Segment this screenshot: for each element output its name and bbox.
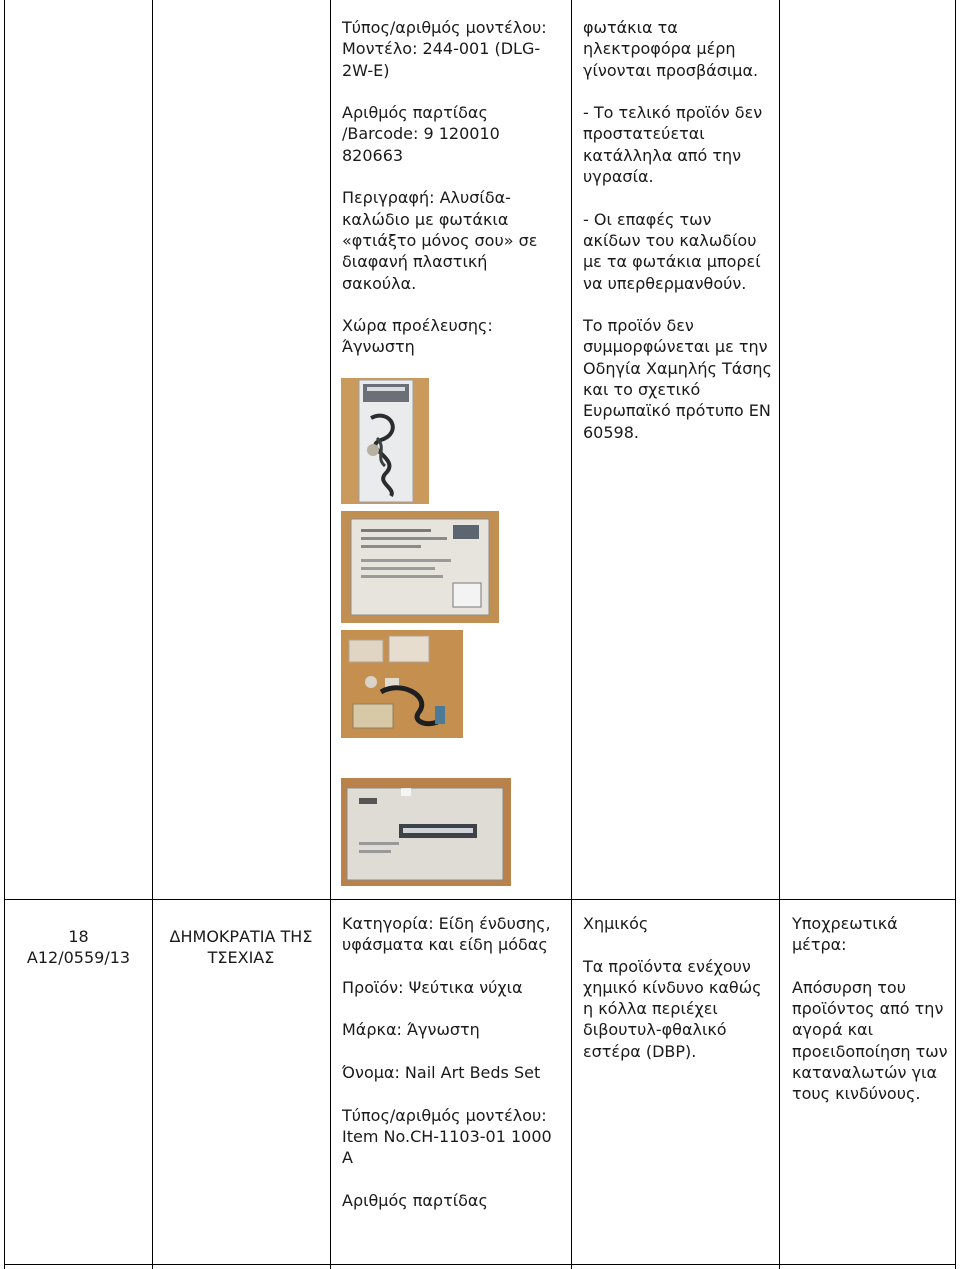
row-divider xyxy=(4,899,956,900)
row17-origin-text: Χώρα προέλευσης: Άγνωστη xyxy=(342,316,493,357)
product-photo-card-front xyxy=(341,778,511,886)
table-border-right xyxy=(955,0,956,1269)
row18-risk-text: Τα προϊόντα ενέχουν χημικό κίνδυνο καθώς η κόλλα περιέχει διβουτυλ-φθαλικό εστέρα (DBP). xyxy=(583,956,762,1061)
table-border-bottom xyxy=(4,1264,956,1265)
row17-risk-text: φωτάκια τα ηλεκτροφόρα μέρη γίνονται προσβάσιμα. xyxy=(583,18,759,80)
column-divider xyxy=(330,0,331,1269)
row17-risk-conformity: Το προϊόν δεν συμμορφώνεται με την Οδηγία Χαμηλής Τάσης και το σχετικό Ευρωπαϊκό πρότυπο EN 60598. xyxy=(583,316,772,442)
row18-risk-type: Χημικός xyxy=(583,914,649,933)
row17-batch-text: Αριθμός παρτίδας /Barcode: 9 120010 820663 xyxy=(342,103,500,165)
row18-number-cell xyxy=(6,926,151,969)
row18-measures-type: Υποχρεωτικά μέτρα: xyxy=(792,914,898,955)
row18-country: ΔΗΜΟΚΡΑΤΙΑ ΤΗΣ ΤΣΕΧΙΑΣ xyxy=(169,927,313,968)
row18-risk-cell xyxy=(583,913,773,1062)
row18-measures-cell xyxy=(792,913,952,1105)
row18-reference: A12/0559/13 xyxy=(26,948,131,968)
column-divider xyxy=(152,0,153,1269)
row18-number: 18 xyxy=(68,927,89,946)
row17-model-text: Τύπος/αριθμός μοντέλου: Μοντέλο: 244-001 (DLG-2W-E) xyxy=(342,18,547,80)
row17-risk-moisture: - Το τελικό προϊόν δεν προστατεύεται κατάλληλα από την υγρασία. xyxy=(583,103,763,187)
row18-brand-text: Μάρκα: Άγνωστη xyxy=(342,1020,480,1040)
column-divider xyxy=(571,0,572,1269)
product-photo-card-back xyxy=(341,511,499,623)
row18-name-text: Όνομα: Nail Art Beds Set xyxy=(342,1063,541,1083)
row18-country-cell xyxy=(166,926,316,969)
row18-batch-text: Αριθμός παρτίδας xyxy=(342,1190,488,1210)
row17-description-text: Περιγραφή: Αλυσίδα-καλώδιο με φωτάκια «φτιάξτο μόνος σου» σε διαφανή πλαστική σακούλα. xyxy=(342,188,538,293)
row17-risk-cell xyxy=(583,17,773,443)
row18-product-text: Προϊόν: Ψεύτικα νύχια xyxy=(342,977,523,997)
row18-model-text: Τύπος/αριθμός μοντέλου: Item No.CH-1103-01 1000 A xyxy=(342,1105,552,1168)
row17-product-cell xyxy=(342,17,562,358)
row18-measures-text: Απόσυρση του προϊόντος από την αγορά και προειδοποίηση των καταναλωτών για τους κινδύνους. xyxy=(792,977,948,1104)
row17-risk-overheat: - Οι επαφές των ακίδων του καλωδίου με τα φωτάκια μπορεί να υπερθερμανθούν. xyxy=(583,209,761,293)
row18-category-text: Κατηγορία: Είδη ένδυσης, υφάσματα και είδη μόδας xyxy=(342,914,551,955)
column-divider xyxy=(779,0,780,1269)
product-photo-components xyxy=(341,630,463,738)
row18-product-cell xyxy=(342,913,562,1211)
table-border-left xyxy=(4,0,5,1269)
product-photo-package xyxy=(341,378,429,504)
